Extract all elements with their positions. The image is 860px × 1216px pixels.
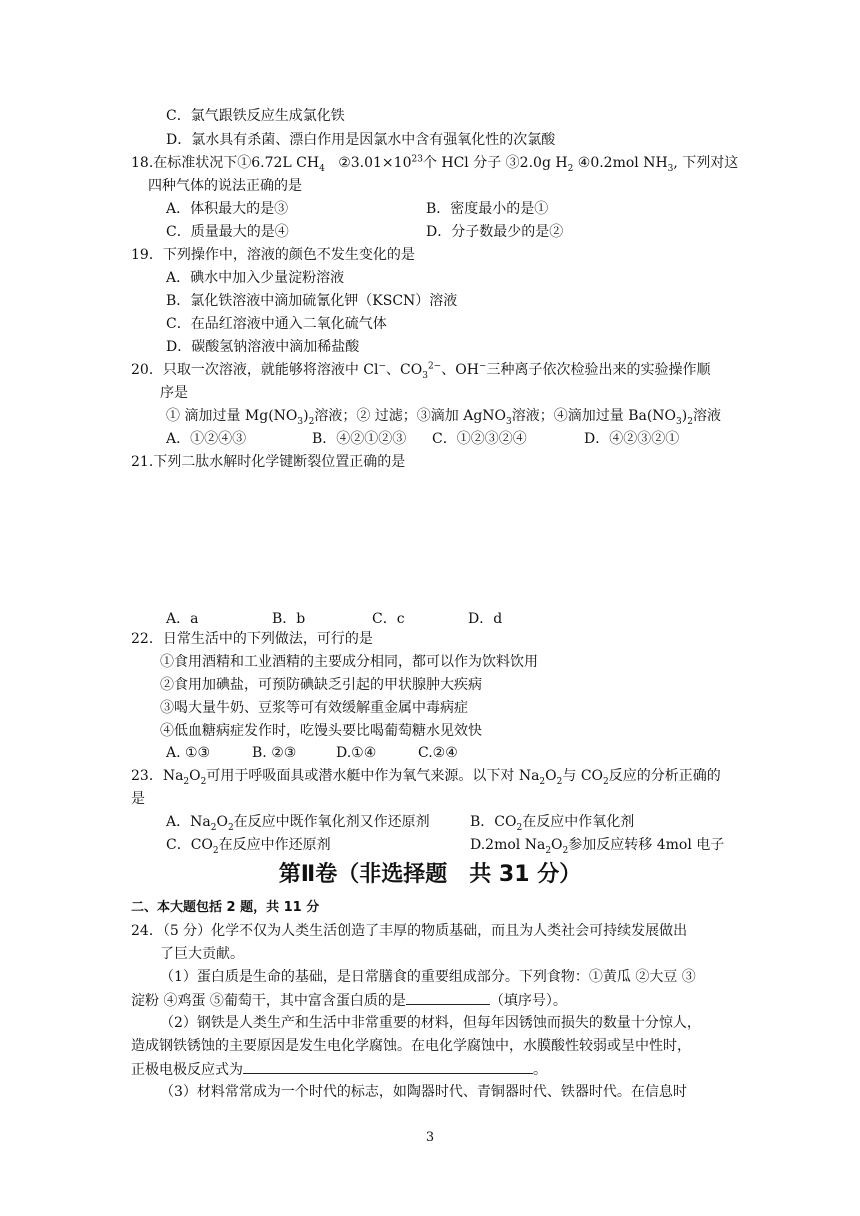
- q19-option-d: D．碳酸氢钠溶液中滴加稀盐酸: [166, 339, 360, 355]
- q20-option-b: B．④②①②③: [312, 431, 407, 447]
- q20-stem: 20．只取一次溶液，就能够将溶液中 Cl−、$CO_3^{2-}$、OH−三种离子依次检验出来的实验操作顺: [131, 361, 711, 381]
- q18-number: 18.: [131, 155, 154, 171]
- q22-option-d: C.②④: [418, 745, 458, 761]
- q18-option-a: A．体积最大的是③: [166, 201, 289, 217]
- q17-option-d: D．氯水具有杀菌、漂白作用是因氯水中含有强氧化性的次氯酸: [166, 132, 556, 148]
- q23-option-b: B．$CO_2$在反应中作氧化剂: [470, 814, 635, 833]
- q21-figure-area: [160, 476, 700, 604]
- q24-part-2-answer-blank[interactable]: [243, 1059, 533, 1074]
- q23-option-a: A．$Na_2O_2$在反应中既作氧化剂又作还原剂: [166, 814, 430, 833]
- q23-stem-continued: 是: [131, 791, 145, 807]
- q24-part-1-answer-blank[interactable]: [406, 990, 490, 1005]
- q20-option-c: C．①②③②④: [432, 431, 527, 447]
- q24-part-2-line-2: 造成钢铁锈蚀的主要原因是发生电化学腐蚀。在电化学腐蚀中，水膜酸性较弱或呈中性时，: [131, 1038, 691, 1054]
- q20-stem-continued: 序是: [160, 385, 188, 401]
- q24-part-1-continued: 淀粉 ④鸡蛋 ⑤葡萄干，其中富含蛋白质的是 （填序号）。: [131, 990, 567, 1010]
- q22-option-b: B. ②③: [252, 745, 297, 761]
- q24-stem-continued: 了巨大贡献。: [160, 946, 244, 962]
- q24-part-2-line-3: 正极电极反应式为 。: [131, 1059, 547, 1079]
- part-2-heading: 二、本大题包括 2 题，共 11 分: [131, 900, 320, 915]
- q22-option-a: A. ①③: [166, 745, 211, 761]
- q24-stem: 24．（5 分）化学不仅为人类生活创造了丰厚的物质基础，而且为人类社会可持续发展做出: [131, 923, 688, 939]
- q22-option-c: D.①④: [336, 745, 377, 761]
- q18-stem: 18.在标准状况下①6.72L $CH_4$ $②3.01\times 10^{23}$个 HCl 分子 ③2.0g $H_2$ ④0.2mol $NH_3$, 下列对这: [131, 154, 739, 174]
- page-number: 3: [425, 1130, 435, 1145]
- q22-statement-2: ②食用加碘盐，可预防碘缺乏引起的甲状腺肿大疾病: [160, 677, 482, 693]
- q20-option-d: D．④②③②①: [584, 431, 680, 447]
- q21-option-c: C．c: [372, 611, 405, 627]
- q24-part-3: （3）材料常常成为一个时代的标志，如陶器时代、青铜器时代、铁器时代。在信息时: [160, 1084, 687, 1100]
- q24-part-1: （1）蛋白质是生命的基础，是日常膳食的重要组成部分。下列食物：①黄瓜 ②大豆 ③: [160, 969, 696, 985]
- q22-statement-3: ③喝大量牛奶、豆浆等可有效缓解重金属中毒病症: [160, 700, 468, 716]
- q19-option-c: C．在品红溶液中通入二氧化硫气体: [166, 316, 387, 332]
- q22-stem: 22．日常生活中的下列做法，可行的是: [131, 631, 373, 647]
- q18-option-d: D．分子数最少的是②: [426, 224, 564, 240]
- q19-option-b: B．氯化铁溶液中滴加硫氰化钾（KSCN）溶液: [166, 293, 458, 309]
- q17-option-c: C．氯气跟铁反应生成氯化铁: [166, 108, 345, 124]
- q23-stem: 23．$Na_2O_2$可用于呼吸面具或潜水艇中作为氧气来源。以下对 $Na_2O_2$与 $CO_2$反应的分析正确的: [131, 768, 721, 787]
- q24-part-2: （2）钢铁是人类生产和生活中非常重要的材料，但每年因锈蚀而损失的数量十分惊人，: [160, 1015, 701, 1031]
- q21-option-d: D．d: [468, 611, 503, 627]
- q19-option-a: A．碘水中加入少量淀粉溶液: [166, 270, 345, 286]
- q20-operations: ① 滴加过量 $Mg(NO_3)_2$溶液；② 过滤；③滴加 AgNO$_3$溶液；④滴加过量 $Ba(NO_3)_2$溶液: [166, 408, 721, 427]
- q22-statement-1: ①食用酒精和工业酒精的主要成分相同，都可以作为饮料饮用: [160, 654, 538, 670]
- q22-statement-4: ④低血糖病症发作时，吃馒头要比喝葡萄糖水见效快: [160, 723, 482, 739]
- q21-option-b: B．b: [272, 611, 306, 627]
- q19-stem: 19．下列操作中，溶液的颜色不发生变化的是: [131, 247, 415, 263]
- q20-option-a: A．①②④③: [166, 431, 247, 447]
- section-2-title: 第Ⅱ卷（非选择题 共 31 分）: [278, 862, 582, 887]
- q21-stem: 21.下列二肽水解时化学键断裂位置正确的是: [131, 454, 406, 470]
- q23-option-d: D.2mol $Na_2O_2$参加反应转移 4mol 电子: [470, 837, 725, 856]
- q18-option-b: B．密度最小的是①: [426, 201, 549, 217]
- q23-option-c: C．$CO_2$在反应中作还原剂: [166, 837, 331, 856]
- q18-option-c: C．质量最大的是④: [166, 224, 289, 240]
- q21-option-a: A．a: [166, 611, 199, 627]
- q18-stem-continued: 四种气体的说法正确的是: [148, 178, 302, 194]
